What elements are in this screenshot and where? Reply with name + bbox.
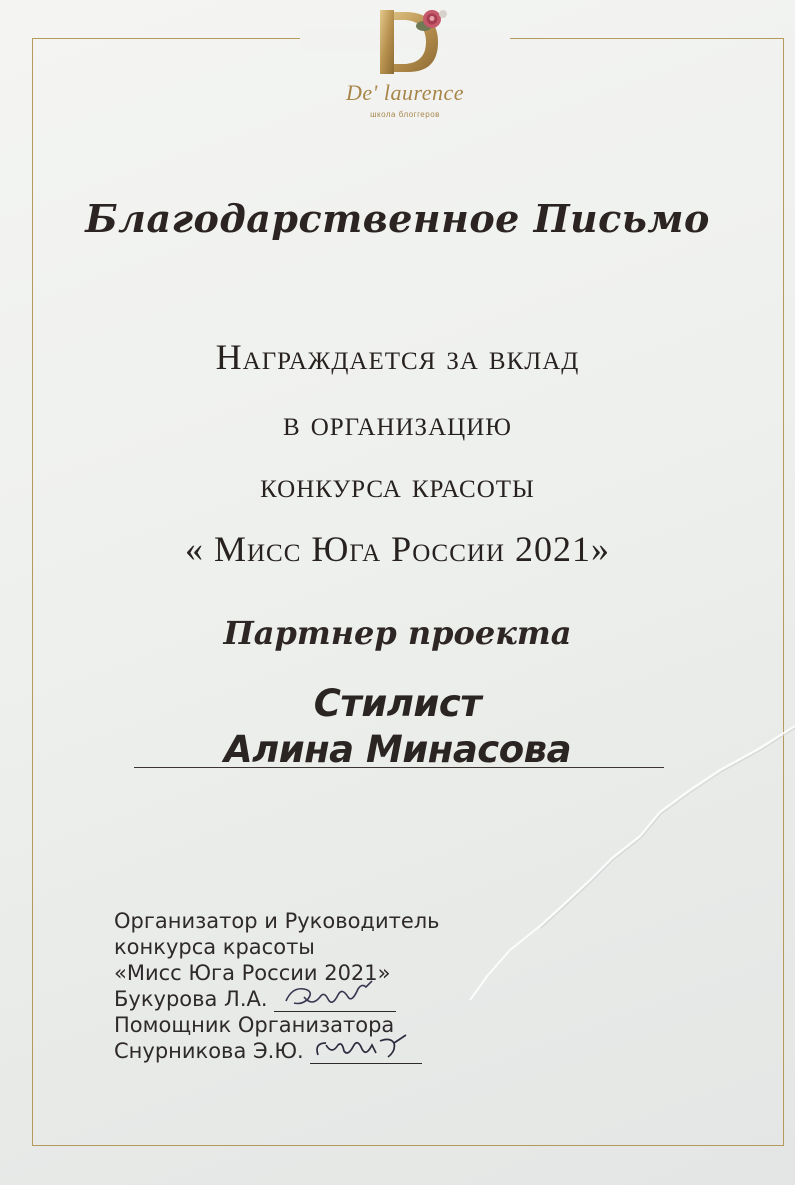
monogram-d-icon — [300, 6, 510, 86]
signature-1-icon — [274, 979, 394, 1013]
organizer-line-2: конкурса красоты — [114, 935, 315, 959]
brand-name: De' laurence — [345, 80, 464, 105]
signature-1-line — [274, 989, 396, 1012]
award-line-3: конкурса красоты — [260, 465, 535, 505]
organizer-line-3: «Мисс Юга России 2021» — [114, 961, 391, 985]
organizer-block — [114, 908, 614, 1064]
organizer-line-5: Помощник Организатора — [114, 1013, 395, 1037]
award-line-1: Награждается за вклад — [215, 337, 580, 377]
recipient-name: Алина Минасова — [223, 728, 572, 771]
name-underline — [134, 767, 664, 768]
signature-2-line — [310, 1041, 422, 1064]
partner-label: Партнер проекта — [223, 614, 572, 652]
document-title: Благодарственное Письмо — [85, 196, 710, 241]
rose-icon — [414, 6, 450, 36]
award-line-4: « Мисс Юга России 2021» — [184, 529, 611, 569]
award-line-2: в организацию — [283, 403, 512, 443]
signer-2-row — [114, 1038, 614, 1064]
signer-1-name: Букурова Л.А. — [114, 987, 268, 1011]
signer-2-name: Снурникова Э.Ю. — [114, 1039, 304, 1063]
signer-1-row — [114, 986, 614, 1012]
signature-2-icon — [310, 1031, 420, 1065]
recipient-role: Стилист — [313, 682, 482, 725]
brand-subtitle: школа блоггеров — [370, 110, 440, 119]
organizer-line-1: Организатор и Руководитель — [114, 909, 440, 933]
brand-logo — [300, 6, 510, 126]
